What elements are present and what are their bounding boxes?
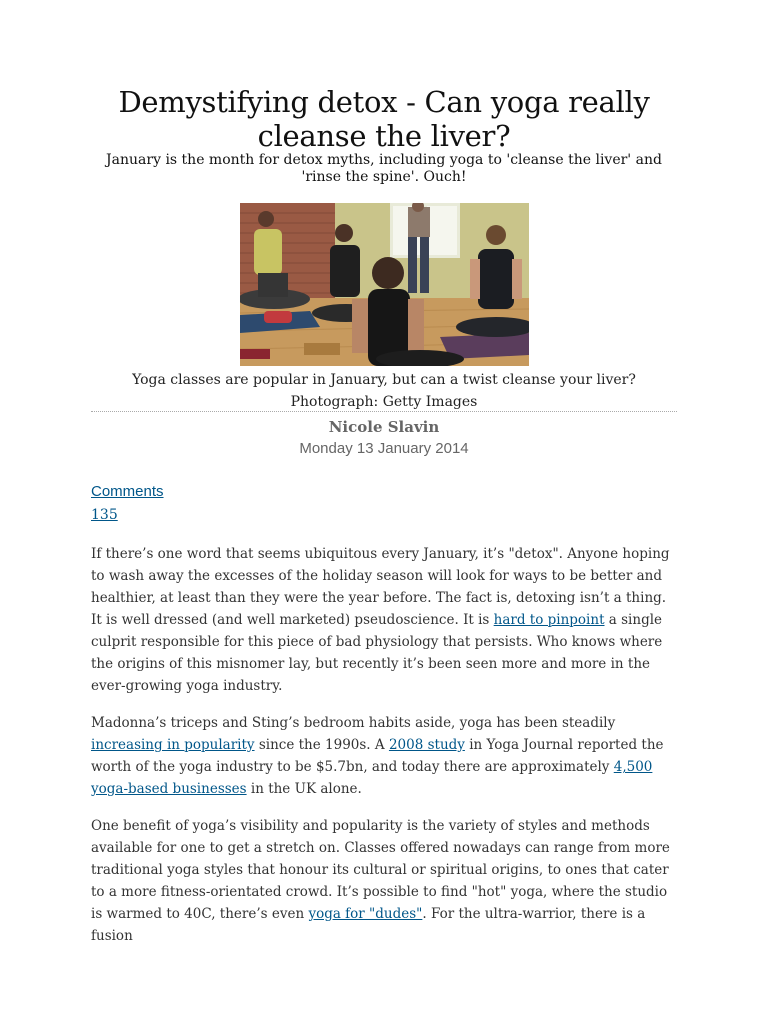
inline-link[interactable]: hard to pinpoint <box>493 612 605 628</box>
article-photo <box>240 203 529 366</box>
inline-link[interactable]: increasing in popularity <box>91 737 255 753</box>
article-headline: Demystifying detox - Can yoga really cleanse the liver? <box>118 85 650 153</box>
article-paragraph <box>91 815 681 947</box>
paragraph-text: . For the ultra-warrior, there is a fusion <box>91 906 646 944</box>
paragraph-text: One benefit of yoga’s visibility and popularity is the variety of styles and methods available for one to get a stretch on. Classes offered nowadays can range from more traditional yoga styles that honour its cultural or spiritual origins, to ones that cater to a more fitness-orientated crowd. It’s possible to find "hot" yoga, where the studio is warmed to 40C, there’s even <box>91 818 670 922</box>
article-paragraph <box>91 712 681 800</box>
comments-link[interactable]: Comments <box>91 483 164 500</box>
author-byline[interactable]: Nicole Slavin <box>328 418 440 436</box>
image-caption: Yoga classes are popular in January, but can a twist cleanse your liver? Photograph: Getty Images <box>132 372 636 410</box>
article-body <box>91 543 681 962</box>
paragraph-text: a single culprit responsible for this piece of bad physiology that persists. Who knows where the origins of this misnomer lay, but recently it’s been seen more and more in the ever-growing yoga industry. <box>91 612 663 694</box>
paragraph-text: in the UK alone. <box>246 781 362 797</box>
paragraph-text: Madonna’s triceps and Sting’s bedroom habits aside, yoga has been steadily <box>91 715 616 731</box>
article-standfirst: January is the month for detox myths, including yoga to 'cleanse the liver' and 'rinse the spine'. Ouch! <box>106 152 662 185</box>
inline-link[interactable]: 4,500 yoga-based businesses <box>91 759 653 797</box>
divider <box>91 411 677 412</box>
paragraph-text: in Yoga Journal reported the worth of the yoga industry to be $5.7bn, and today there are approximately <box>91 737 664 775</box>
article-paragraph <box>91 543 681 697</box>
paragraph-text: If there’s one word that seems ubiquitous every January, it’s "detox". Anyone hoping to wash away the excesses of the holiday season will look for ways to be better and healthier, at least than they were the year before. The fact is, detoxing isn’t a thing. It is well dressed (and well marketed) pseudoscience. It is <box>91 546 670 628</box>
inline-link[interactable]: 2008 study <box>388 737 465 753</box>
inline-link[interactable]: yoga for "dudes" <box>308 906 423 922</box>
publish-date: Monday 13 January 2014 <box>299 440 469 457</box>
comments-count-link[interactable]: 135 <box>91 507 118 523</box>
paragraph-text: since the 1990s. A <box>254 737 389 753</box>
